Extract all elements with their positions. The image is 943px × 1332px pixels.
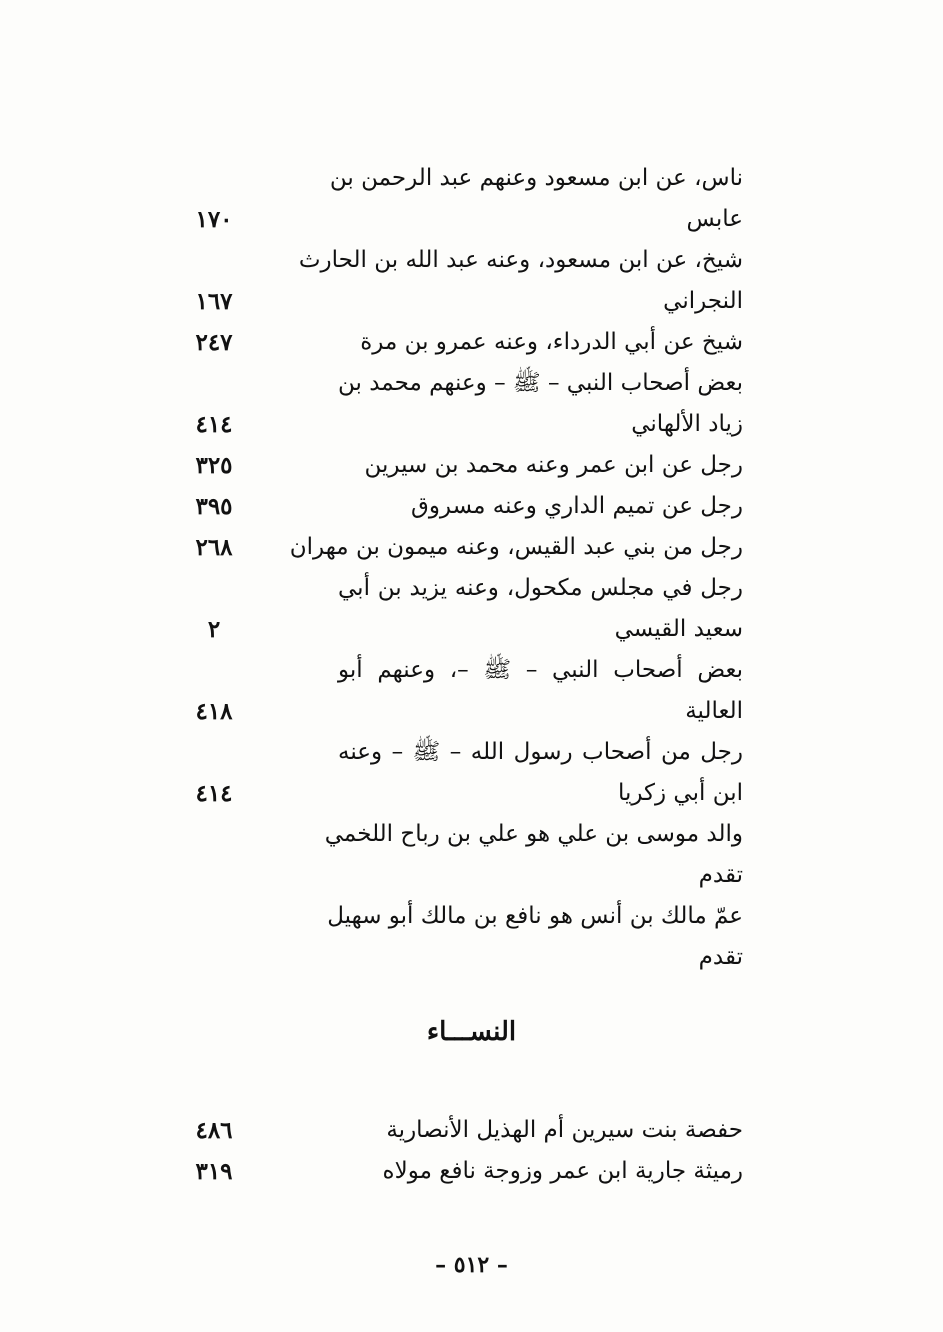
entry-text: رجل من أصحاب رسول الله – ﷺ – وعنه bbox=[338, 739, 743, 765]
entry-text: عابس bbox=[686, 206, 743, 232]
list-item bbox=[0, 486, 943, 527]
entry-text: شيخ عن أبي الدرداء، وعنه عمرو بن مرة bbox=[360, 329, 743, 355]
section-title-women bbox=[0, 1012, 943, 1052]
list-item bbox=[0, 650, 943, 691]
entry-page-number: ١٧٠ bbox=[195, 206, 233, 233]
list-item bbox=[0, 814, 943, 855]
entry-text: ابن أبي زكريا bbox=[617, 780, 743, 806]
section-title-text: النســـاء bbox=[426, 1017, 517, 1047]
list-item bbox=[0, 199, 943, 240]
entry-text: رجل من بني عبد القيس، وعنه ميمون بن مهران bbox=[289, 534, 743, 560]
entry-page-number: ٣٢٥ bbox=[195, 452, 233, 479]
entry-text: بعض أصحاب النبي – ﷺ – وعنهم محمد بن bbox=[338, 370, 743, 396]
entry-page-number: ٤١٤ bbox=[195, 411, 233, 438]
entry-text: رجل عن ابن عمر وعنه محمد بن سيرين bbox=[364, 452, 743, 478]
list-item bbox=[0, 568, 943, 609]
entry-page-number: ٤٨٦ bbox=[195, 1117, 233, 1144]
entry-page-number: ٤١٤ bbox=[195, 780, 233, 807]
list-item bbox=[0, 773, 943, 814]
list-item bbox=[0, 404, 943, 445]
entry-text: زياد الألهاني bbox=[631, 411, 743, 437]
entry-text: سعيد القيسي bbox=[614, 616, 743, 642]
list-item bbox=[0, 691, 943, 732]
list-item bbox=[0, 158, 943, 199]
entry-text: العالية bbox=[685, 698, 743, 724]
list-item bbox=[0, 896, 943, 937]
entry-page-number: ٣١٩ bbox=[195, 1158, 233, 1185]
list-item bbox=[0, 732, 943, 773]
entry-page-number: ٤١٨ bbox=[195, 698, 233, 725]
entry-text: ناس، عن ابن مسعود وعنهم عبد الرحمن بن bbox=[329, 165, 743, 191]
entry-text: رجل عن تميم الداري وعنه مسروق bbox=[410, 493, 743, 519]
list-item bbox=[0, 609, 943, 650]
entry-text: شيخ، عن ابن مسعود، وعنه عبد الله بن الحارث bbox=[298, 247, 743, 273]
entry-text: رميثة جارية ابن عمر وزوجة نافع مولاه bbox=[382, 1158, 743, 1184]
entry-text: تقدم bbox=[698, 862, 743, 888]
list-item bbox=[0, 527, 943, 568]
entry-page-number: ٣٩٥ bbox=[195, 493, 233, 520]
list-item bbox=[0, 363, 943, 404]
entry-text: النجراني bbox=[663, 288, 743, 314]
men-entries-list bbox=[0, 158, 943, 978]
entry-text: رجل في مجلس مكحول، وعنه يزيد بن أبي bbox=[338, 575, 743, 601]
entry-page-number: ١٦٧ bbox=[195, 288, 233, 315]
list-item bbox=[0, 281, 943, 322]
list-item bbox=[0, 1151, 943, 1192]
list-item bbox=[0, 855, 943, 896]
list-item bbox=[0, 322, 943, 363]
page-number: – ٥١٢ – bbox=[435, 1252, 508, 1278]
entry-text: والد موسى بن علي هو علي بن رباح اللخمي bbox=[324, 821, 743, 847]
entry-page-number: ٢٦٨ bbox=[195, 534, 233, 561]
list-item bbox=[0, 1110, 943, 1151]
entry-text: عمّ مالك بن أنس هو نافع بن مالك أبو سهيل bbox=[327, 903, 743, 929]
entry-text: حفصة بنت سيرين أم الهذيل الأنصارية bbox=[386, 1117, 743, 1143]
entry-page-number: ٢٤٧ bbox=[195, 329, 233, 356]
women-entries-list bbox=[0, 1110, 943, 1192]
list-item bbox=[0, 445, 943, 486]
list-item bbox=[0, 240, 943, 281]
entry-text: بعض أصحاب النبي – ﷺ –، وعنهم أبو bbox=[338, 657, 743, 683]
entry-text: تقدم bbox=[698, 944, 743, 970]
list-item bbox=[0, 937, 943, 978]
entry-page-number: ٢ bbox=[207, 616, 221, 643]
